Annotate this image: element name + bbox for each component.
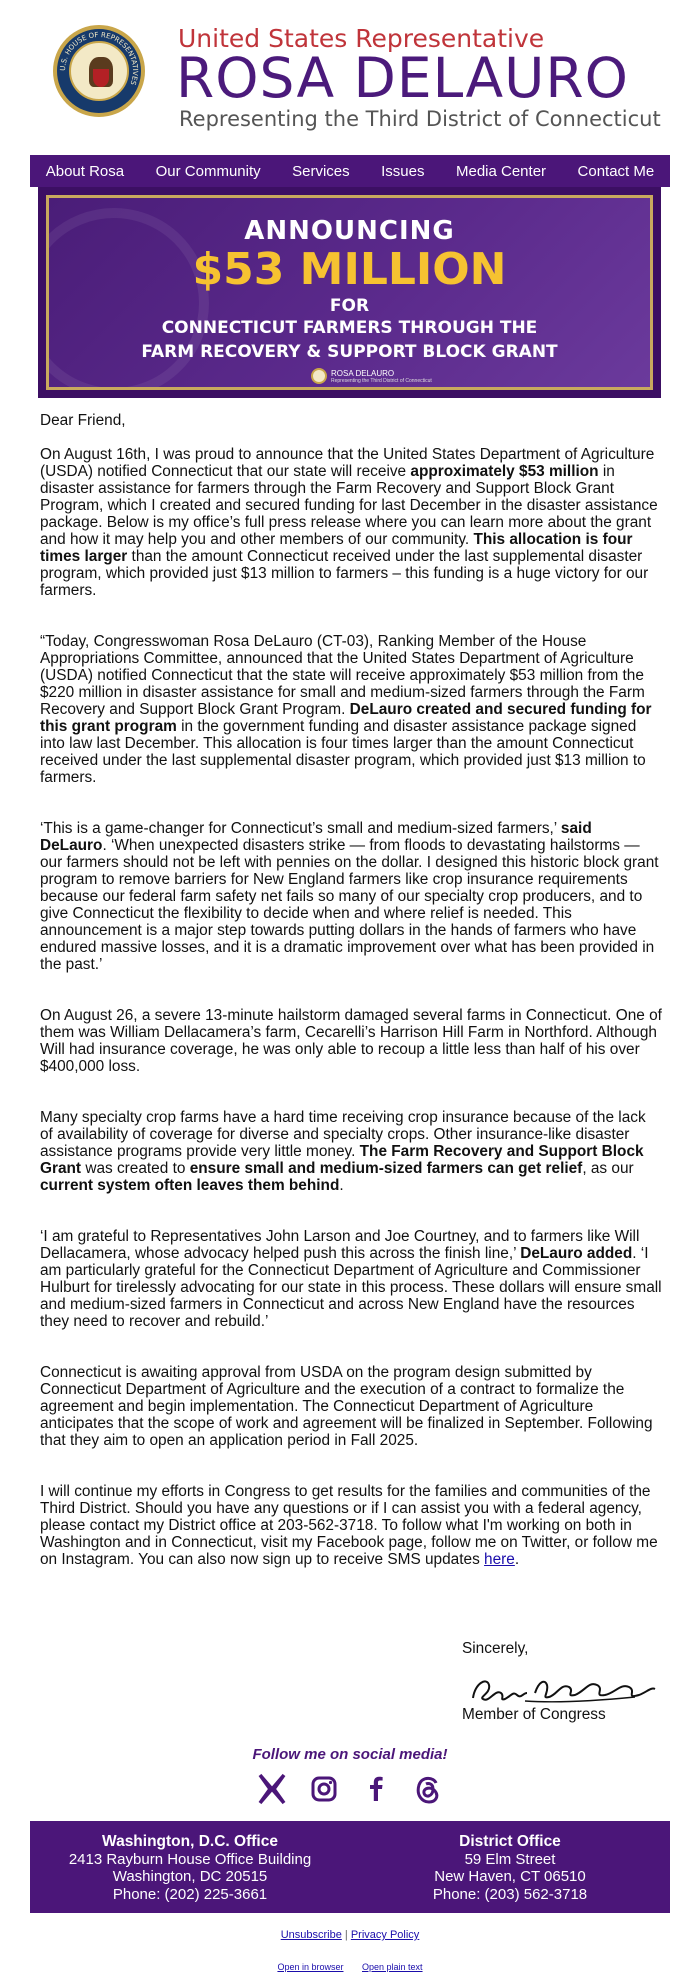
paragraph-6: ‘I am grateful to Representatives John Larson and Joe Courtney, and to farmers like Will Dellacamera, whose advocacy helped push this across the finish line,’ DeLauro added. ‘I am particularly grateful for the Connecticut Department of Agriculture and Commissioner Hulburt for tirelessly advocating for our state in this process. These dollars will ensure small and medium-sized farmers in Connecticut and across New England have the resources they need to recover and rebuild.’ xyxy=(40,1228,662,1330)
open-plain-text-link[interactable]: Open plain text xyxy=(362,1962,423,1972)
seal-icon xyxy=(311,368,327,384)
unsubscribe-link[interactable]: Unsubscribe xyxy=(280,1929,342,1941)
dc-office-line2: Washington, DC 20515 xyxy=(112,1868,268,1885)
header-name: ROSA DELAURO xyxy=(176,46,629,110)
view-links xyxy=(0,1962,700,1972)
banner-line-grant: FARM RECOVERY & SUPPORT BLOCK GRANT xyxy=(141,342,558,362)
nav-about-rosa[interactable]: About Rosa xyxy=(45,162,125,180)
svg-text:U.S. HOUSE OF REPRESENTATIVES: U.S. HOUSE OF REPRESENTATIVES xyxy=(58,30,140,87)
seal-inner xyxy=(69,41,129,101)
letter-body xyxy=(40,412,662,1585)
link-separator: | xyxy=(344,1929,348,1941)
sms-signup-link[interactable]: here xyxy=(484,1551,515,1568)
dc-office-name: Washington, D.C. Office xyxy=(102,1833,278,1850)
nav-issues[interactable]: Issues xyxy=(381,162,425,180)
nav-contact-me[interactable]: Contact Me xyxy=(577,162,655,180)
district-office-line2: New Haven, CT 06510 xyxy=(434,1868,586,1885)
paragraph-8: I will continue my efforts in Congress to get results for the families and communities of the Third District. Should you have any questions or if I can assist you with a federal agency, please contact my District office at 203-562-3718. To follow what I'm working on both in Washington and in Connecticut, visit my Facebook page, follow me on Twitter, or follow me on Instagram. You can also now sign up to receive SMS updates here. xyxy=(40,1483,658,1568)
social-title: Follow me on social media! xyxy=(252,1746,448,1763)
sincerely: Sincerely, xyxy=(462,1640,529,1657)
district-office-phone: Phone: (203) 562-3718 xyxy=(432,1885,588,1903)
paragraph-1: On August 16th, I was proud to announce that the United States Department of Agriculture (USDA) notified Connecticut that our state will receive approximately $53 million in disaster assistance for farmers through the Farm Recovery and Support Block Grant Program, which I created and secured funding for last December in the disaster assistance package. Below is my office’s full press release where you can learn more about the grant and how it may help you and other members of our community. This allocation is four times larger than the amount Connecticut received under the last supplemental disaster program, which provided just $13 million to farmers – this funding is a huge victory for our farmers. xyxy=(40,446,658,599)
dc-office-line1: 2413 Rayburn House Office Building xyxy=(68,1850,312,1868)
banner-logo-sub: Representing the Third District of Connecticut xyxy=(331,377,432,384)
open-in-browser-link[interactable]: Open in browser xyxy=(277,1962,344,1972)
facebook-icon[interactable] xyxy=(358,1771,394,1807)
district-office-name: District Office xyxy=(459,1833,561,1850)
dc-office-phone: Phone: (202) 225-3661 xyxy=(112,1885,268,1903)
threads-icon[interactable] xyxy=(410,1771,446,1807)
announcement-banner[interactable] xyxy=(38,187,661,398)
banner-inner xyxy=(46,195,653,390)
paragraph-2: “Today, Congresswoman Rosa DeLauro (CT-03), Ranking Member of the House Appropriations Committee, announced that the United States Department of Agriculture (USDA) notified Connecticut that the state will receive approximately $53 million from the $220 million in disaster assistance for small and medium-sized farmers through the Farm Recovery and Support Block Grant Program. DeLauro created and secured funding for this grant program in the government funding and disaster assistance package signed into law last December. This allocation is four times larger than the amount Connecticut received under the last supplemental disaster program, which provided just $13 million to farmers. xyxy=(40,633,652,786)
paragraph-3: ‘This is a game-changer for Connecticut’s small and medium-sized farmers,’ said DeLauro. ‘When unexpected disasters strike — from floods to devastating hailstorms — our farmers should not be left with pennies on the dollar. I designed this historic block grant program to remove barriers for New England farmers like crop insurance requirements because our federal farm safety net fails so many of our specialty crop producers, and to give Connecticut the flexibility to decide when and where relief is needed. This announcement is a major step towards putting dollars in the hands of farmers who have endured massive losses, and it is a dramatic improvement over what has been provided in the past.’ xyxy=(40,820,659,973)
banner-for: FOR xyxy=(329,296,370,316)
social-links xyxy=(0,1771,700,1807)
x-icon[interactable] xyxy=(254,1771,290,1807)
header xyxy=(0,0,700,148)
banner-logo xyxy=(311,368,432,384)
footer-links xyxy=(0,1929,700,1941)
banner-announcing: ANNOUNCING xyxy=(244,216,455,246)
nav-media-center[interactable]: Media Center xyxy=(455,162,547,180)
nav-our-community[interactable]: Our Community xyxy=(155,162,261,180)
nav-services[interactable]: Services xyxy=(292,162,350,180)
district-office-line1: 59 Elm Street xyxy=(464,1850,556,1868)
banner-amount: $53 MILLION xyxy=(192,244,507,295)
banner-logo-name: ROSA DELAURO xyxy=(331,368,395,378)
dc-office xyxy=(30,1833,350,1903)
house-seal-logo xyxy=(53,25,145,117)
footer-offices xyxy=(30,1821,670,1913)
header-tagline: Representing the Third District of Connecticut xyxy=(179,107,661,131)
banner-line-farmers: CONNECTICUT FARMERS THROUGH THE xyxy=(161,318,538,338)
paragraph-4: On August 26, a severe 13-minute hailstorm damaged several farms in Connecticut. One of them was William Dellacamera’s farm, Cecarelli’s Harrison Hill Farm in Northford. Although Will had insurance coverage, he was only able to recoup a little less than half of his over $400,000 loss. xyxy=(40,1007,662,1075)
greeting: Dear Friend, xyxy=(40,412,126,429)
main-nav xyxy=(30,155,670,187)
district-office xyxy=(350,1833,670,1903)
instagram-icon[interactable] xyxy=(306,1771,342,1807)
header-subtitle: United States Representative xyxy=(178,24,545,53)
shield-icon xyxy=(93,69,109,87)
paragraph-7: Connecticut is awaiting approval from USDA on the program design submitted by Connecticut Department of Agriculture and the execution of a contract to formalize the agreement and begin implementation. The Connecticut Department of Agriculture anticipates that the scope of work and agreement will be finalized in September. Following that they aim to open an application period in Fall 2025. xyxy=(40,1364,653,1449)
paragraph-5: Many specialty crop farms have a hard time receiving crop insurance because of the lack of availability of coverage for diverse and specialty crops. Other insurance-like disaster assistance programs provide very little money. The Farm Recovery and Support Block Grant was created to ensure small and medium-sized farmers can get relief, as our current system often leaves them behind. xyxy=(40,1109,646,1194)
member-of-congress: Member of Congress xyxy=(462,1706,606,1723)
privacy-policy-link[interactable]: Privacy Policy xyxy=(350,1929,420,1941)
